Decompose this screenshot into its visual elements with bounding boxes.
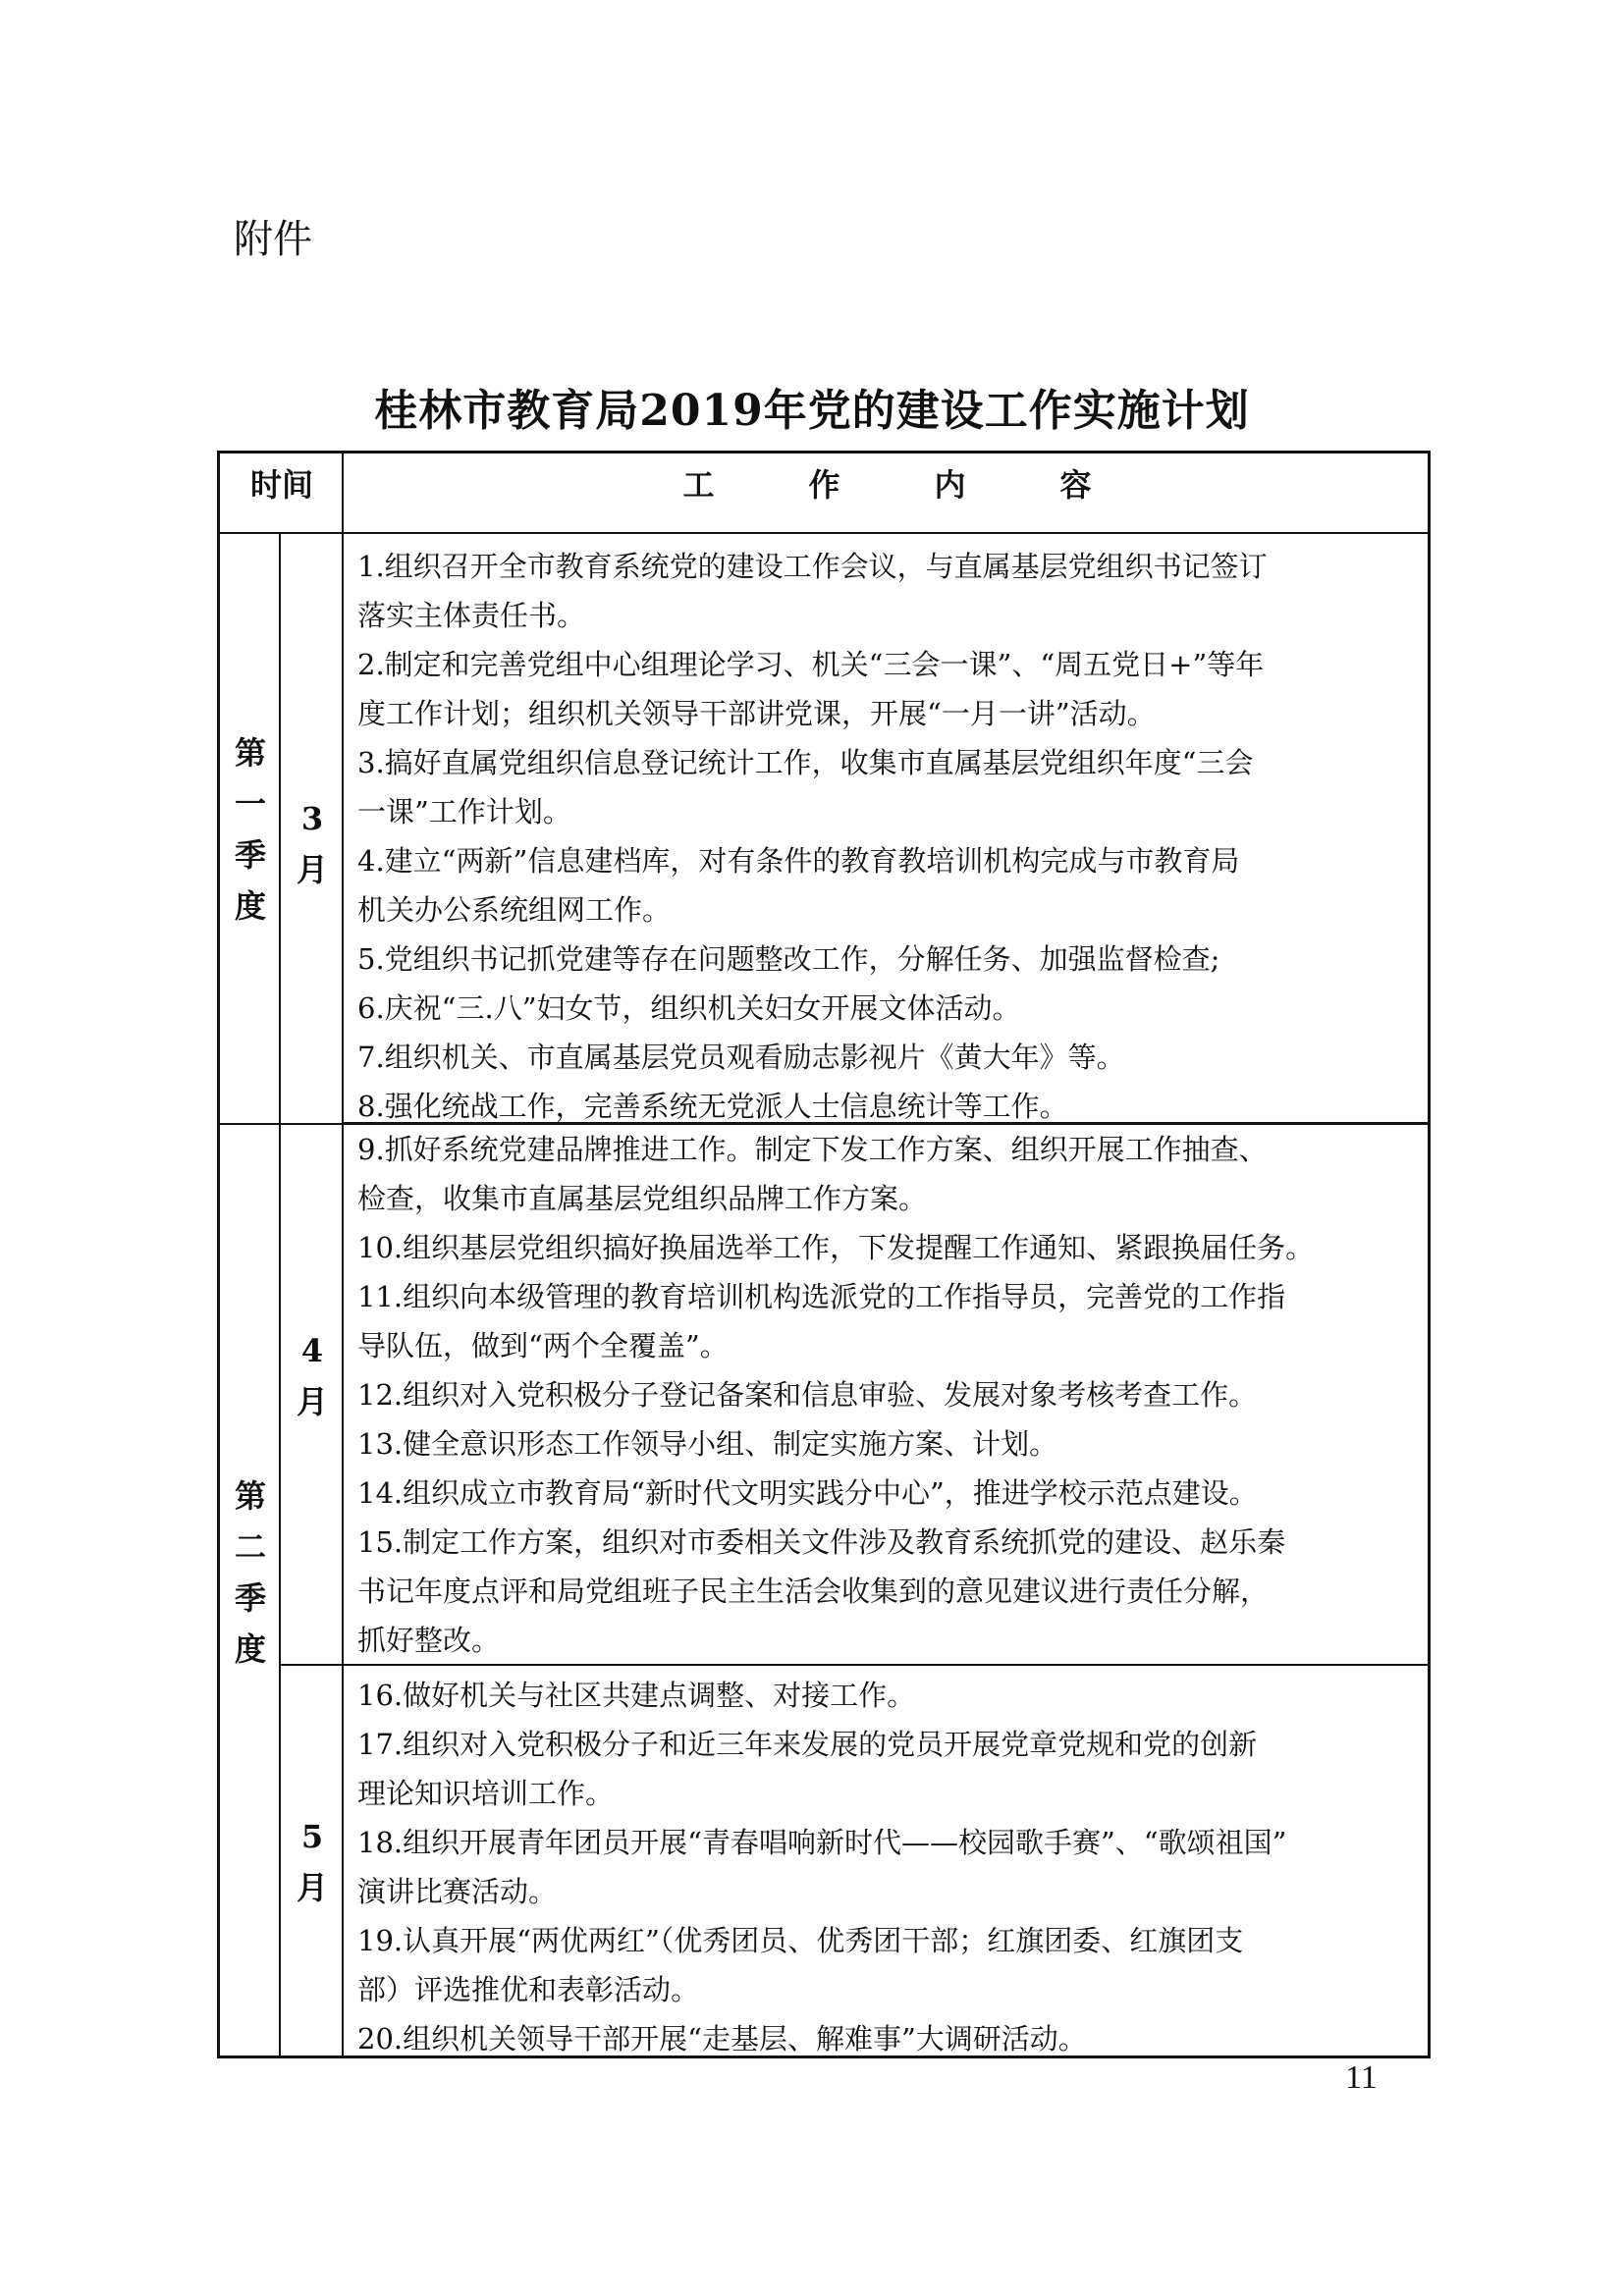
content-line: 1.组织召开全市教育系统党的建设工作会议，与直属基层党组织书记签订 bbox=[357, 550, 1268, 583]
month-char: 月 bbox=[296, 1382, 328, 1420]
quarter-char: 度 bbox=[234, 1629, 266, 1668]
quarter-char: 一 bbox=[234, 785, 266, 823]
content-line: 10.组织基层党组织搞好换届选举工作，下发提醒工作通知、紧跟换届任务。 bbox=[357, 1231, 1315, 1264]
content-line: 6.庆祝“三.八”妇女节，组织机关妇女开展文体活动。 bbox=[357, 991, 1021, 1025]
month-5-items bbox=[344, 1671, 1286, 2063]
content-line: 7.组织机关、市直属基层党员观看励志影视片《黄大年》等。 bbox=[357, 1041, 1125, 1074]
quarter-char: 第 bbox=[234, 734, 266, 772]
month-5-label bbox=[281, 1666, 344, 2058]
content-line: 15.制定工作方案，组织对市委相关文件涉及教育系统抓党的建设、赵乐秦 bbox=[357, 1525, 1286, 1559]
content-line: 18.组织开展青年团员开展“青春唱响新时代——校园歌手赛”、“歌颂祖国” bbox=[357, 1826, 1287, 1859]
quarter-1-label bbox=[220, 534, 281, 1125]
header-content: 工 作 内 容 bbox=[682, 466, 1092, 504]
month-3-items bbox=[344, 542, 1268, 1131]
content-line: 检查，收集市直属基层党组织品牌工作方案。 bbox=[357, 1182, 928, 1215]
month-char: 月 bbox=[296, 1869, 328, 1906]
content-line: 17.组织对入党积极分子和近三年来发展的党员开展党章党规和党的创新 bbox=[357, 1728, 1258, 1761]
quarter-char: 第 bbox=[234, 1476, 266, 1515]
content-line: 5.党组织书记抓党建等存在问题整改工作，分解任务、加强监督检查; bbox=[357, 942, 1220, 976]
content-line: 落实主体责任书。 bbox=[357, 599, 586, 632]
content-line: 理论知识培训工作。 bbox=[357, 1777, 615, 1810]
quarter-char: 二 bbox=[234, 1527, 266, 1566]
header-time: 时间 bbox=[249, 466, 313, 504]
month-4-items bbox=[344, 1125, 1314, 1665]
content-line: 12.组织对入党积极分子登记备案和信息审验、发展对象考核考查工作。 bbox=[357, 1378, 1258, 1412]
content-line: 20.组织机关领导干部开展“走基层、解难事”大调研活动。 bbox=[357, 2022, 1087, 2056]
content-line: 9.抓好系统党建品牌推进工作。制定下发工作方案、组织开展工作抽查、 bbox=[357, 1133, 1268, 1166]
content-line: 8.强化统战工作，完善系统无党派人士信息统计等工作。 bbox=[357, 1090, 1068, 1123]
month-char: 4 bbox=[300, 1331, 324, 1369]
month-char: 3 bbox=[300, 800, 324, 837]
quarter-char: 季 bbox=[234, 1578, 266, 1617]
content-line: 机关办公系统组网工作。 bbox=[357, 893, 672, 927]
document-title: 桂林市教育局2019年党的建设工作实施计划 bbox=[374, 386, 1250, 436]
content-line: 一课”工作计划。 bbox=[357, 795, 571, 828]
content-line: 4.建立“两新”信息建档库，对有条件的教育教培训机构完成与市教育局 bbox=[357, 844, 1240, 878]
month-char: 5 bbox=[300, 1818, 324, 1855]
quarter-2-label bbox=[220, 1125, 281, 2058]
content-line: 部）评选推优和表彰活动。 bbox=[357, 1973, 700, 2006]
content-line: 19.认真开展“两优两红”（优秀团员、优秀团干部；红旗团委、红旗团支 bbox=[357, 1924, 1244, 1957]
content-line: 2.制定和完善党组中心组理论学习、机关“三会一课”、“周五党日+”等年 bbox=[357, 648, 1265, 681]
plan-table bbox=[217, 451, 1431, 2058]
content-line: 抓好整改。 bbox=[357, 1624, 501, 1657]
content-line: 13.健全意识形态工作领导小组、制定实施方案、计划。 bbox=[357, 1427, 1058, 1461]
content-line: 16.做好机关与社区共建点调整、对接工作。 bbox=[357, 1679, 916, 1712]
content-line: 3.搞好直属党组织信息登记统计工作，收集市直属基层党组织年度“三会 bbox=[357, 746, 1254, 779]
content-line: 11.组织向本级管理的教育培训机构选派党的工作指导员，完善党的工作指 bbox=[357, 1280, 1286, 1313]
month-char: 月 bbox=[296, 851, 328, 888]
quarter-char: 季 bbox=[234, 836, 266, 874]
content-line: 演讲比赛活动。 bbox=[357, 1875, 558, 1908]
content-line: 导队伍，做到“两个全覆盖”。 bbox=[357, 1329, 729, 1362]
content-line: 度工作计划；组织机关领导干部讲党课，开展“一月一讲”活动。 bbox=[357, 697, 1156, 730]
quarter-char: 度 bbox=[234, 887, 266, 925]
attachment-label: 附件 bbox=[234, 217, 312, 262]
content-line: 书记年度点评和局党组班子民主生活会收集到的意见建议进行责任分解， bbox=[357, 1575, 1270, 1608]
page-number: 11 bbox=[1345, 2059, 1378, 2096]
month-4-label bbox=[281, 1125, 344, 1666]
month-3-label bbox=[281, 534, 344, 1125]
content-line: 14.组织成立市教育局“新时代文明实践分中心”，推进学校示范点建设。 bbox=[357, 1476, 1258, 1510]
